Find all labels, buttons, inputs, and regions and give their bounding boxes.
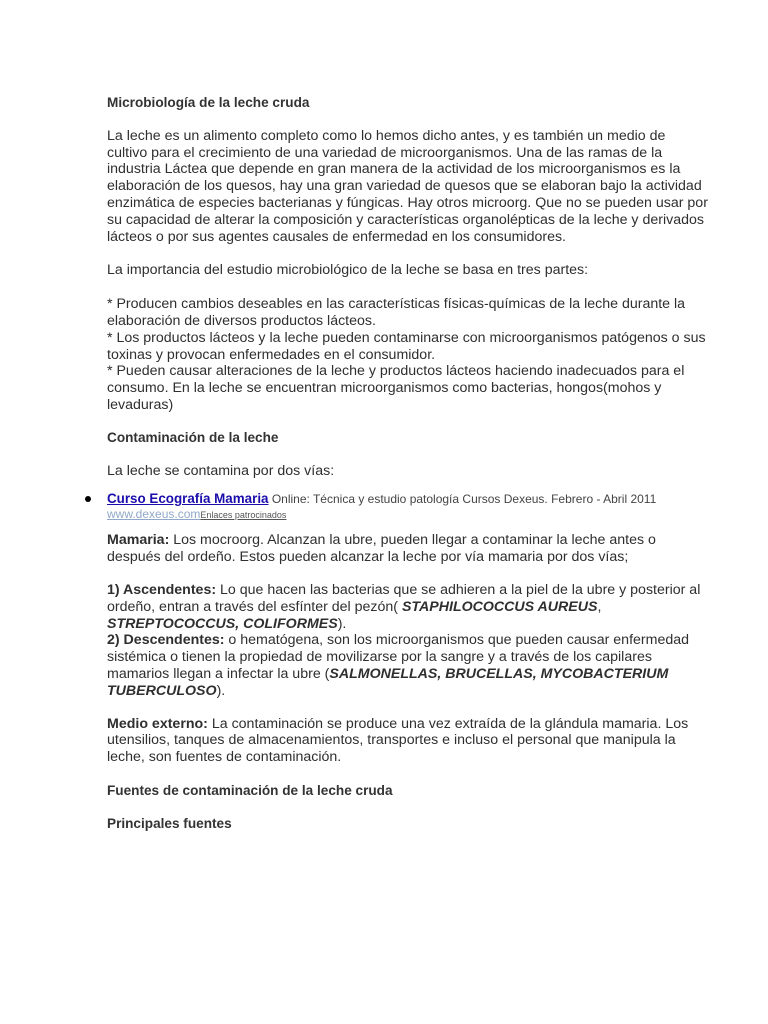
sponsored-links-label[interactable]: Enlaces patrocinados <box>200 510 287 521</box>
closing-text: ). <box>337 615 347 632</box>
organism-name: STREPTOCOCCUS, COLIFORMES <box>107 615 338 632</box>
descendentes-text: o hematógena, son los microorganismos que pueden causar enfermedad sistémica o tienen la propiedad de movilizarse por la sangre y a través de los capilares mamarios llegan a infectar la ubre ( <box>107 632 690 682</box>
page-title: Microbiología de la leche cruda <box>107 95 310 110</box>
medio-externo-text: La contaminación se produce una vez extraída de la glándula mamaria. Los utensilios, tanques de almacenamientos, transportes e incluso el personal que manipula la leche, son fuentes de contaminación. <box>107 715 689 766</box>
medio-externo-paragraph <box>107 716 708 766</box>
ad-url-link[interactable]: www.dexeus.com <box>107 507 201 522</box>
routes-block <box>107 582 708 700</box>
mamaria-label: Mamaria: <box>107 532 170 549</box>
importance-list <box>107 296 708 414</box>
contamination-intro: La leche se contamina por dos vías: <box>107 462 335 479</box>
section-heading-fuentes: Fuentes de contaminación de la leche cruda <box>107 782 393 798</box>
ascendentes-label: 1) Ascendentes: <box>107 581 217 598</box>
medio-externo-label: Medio externo: <box>107 715 208 732</box>
ascendentes-paragraph <box>107 582 708 632</box>
importance-paragraph: La importancia del estudio microbiológico de la leche se basa en tres partes: <box>107 262 589 279</box>
ascendentes-text: Lo que hacen las bacterias que se adhieren a la piel de la ubre y posterior al ordeño, entran a través del esfínter del pezón( <box>107 581 701 615</box>
ad-url-line <box>107 507 708 522</box>
separator-text: , <box>597 598 602 615</box>
list-item: * Producen cambios deseables en las características físicas-químicas de la leche durante la elaboración de diversos productos lácteos. <box>107 296 686 329</box>
section-heading-principales: Principales fuentes <box>107 815 232 831</box>
mamaria-text: Los mocroorg. Alcanzan la ubre, pueden llegar a contaminar la leche antes o después del ordeño. Estos pueden alcanzar la leche por vía mamaria por dos vías; <box>107 532 656 566</box>
ad-link[interactable]: Curso Ecografía Mamaria <box>107 491 269 507</box>
descendentes-label: 2) Descendentes: <box>107 632 225 649</box>
closing-text: ). <box>216 682 226 699</box>
ad-description: Online: Técnica y estudio patología Cursos Dexeus. Febrero - Abril 2011 <box>268 492 657 507</box>
section-heading-contaminacion: Contaminación de la leche <box>107 429 279 445</box>
sponsored-ad <box>85 491 708 522</box>
mamaria-paragraph <box>107 532 708 566</box>
organism-name: SALMONELLAS, BRUCELLAS, MYCOBACTERIUM TUBERCULOSO <box>107 665 669 699</box>
list-item: * Los productos lácteos y la leche pueden contaminarse con microorganismos patógenos o sus toxinas y provocan enfermedades en el consumidor. <box>107 329 706 363</box>
bullet-dot-icon <box>85 496 91 502</box>
intro-paragraph: La leche es un alimento completo como lo hemos dicho antes, y es también un medio de cultivo para el crecimiento de una variedad de microorganismos. Una de las ramas de la industria Láctea que depende en gran manera de la actividad de los microorganismos es la elaboración de los quesos, hay una gran variedad de quesos que se elaboran bajo la actividad enzimática de especies bacterianas y fúngicas. Hay otros microorg. Que no se pueden usar por su capacidad de alterar la composición y características organolépticas de la leche y derivados lácteos o por sus agentes causales de enfermedad en los consumidores. <box>107 127 708 245</box>
organism-name: STAPHILOCOCCUS AUREUS <box>401 598 598 615</box>
descendentes-paragraph <box>107 632 708 699</box>
list-item: * Pueden causar alteraciones de la leche y productos lácteos haciendo inadecuados para el consumo. En la leche se encuentran microorganismos como bacterias, hongos(mohos y levaduras) <box>107 363 685 413</box>
